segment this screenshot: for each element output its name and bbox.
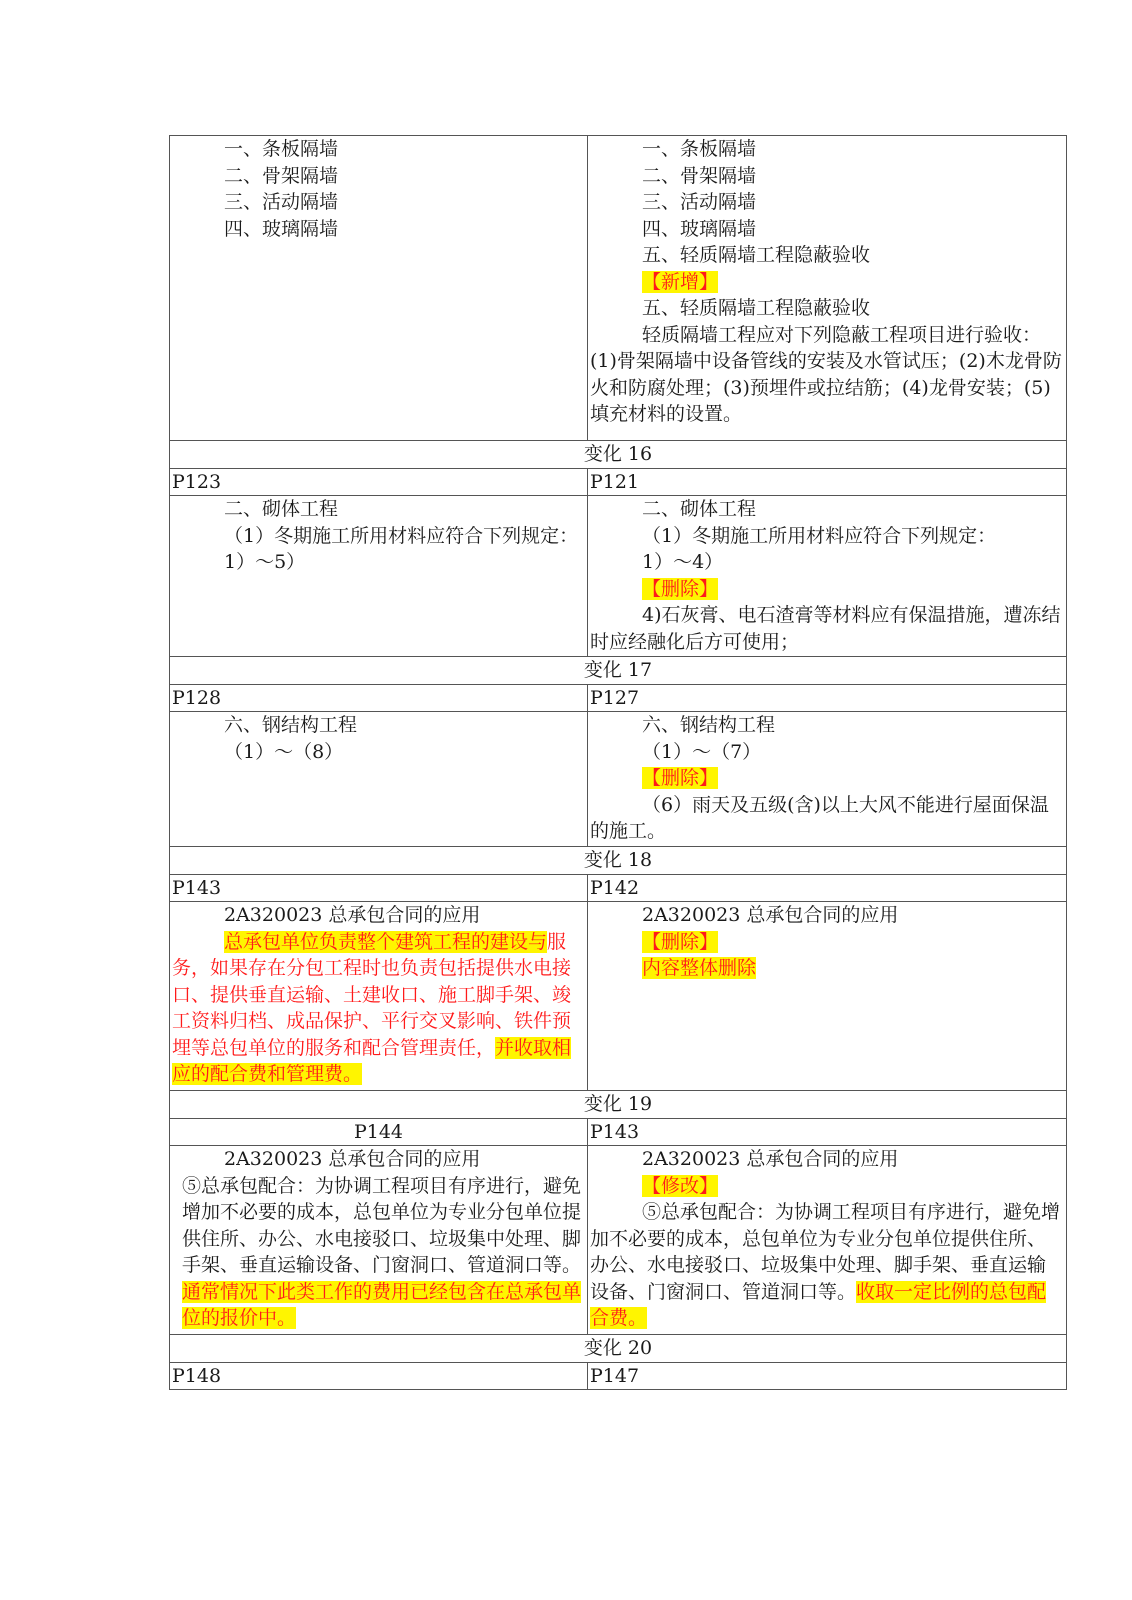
old-content-cell — [170, 496, 588, 657]
old-page-ref: P148 — [172, 1364, 222, 1387]
table-row — [170, 712, 1067, 847]
paragraph-text: ⑤总承包配合：为协调工程项目有序进行，避免增加不必要的成本，总包单位为专业分包单位提供住所、办公、水电接驳口、垃圾集中处理、脚手架、垂直运输设备、门窗洞口、管道洞口等。 — [182, 1174, 582, 1276]
new-content-cell — [588, 496, 1067, 657]
paragraph — [172, 1173, 585, 1332]
table-row — [170, 1146, 1067, 1335]
change-label: 变化 16 — [583, 443, 653, 465]
section-title: 2A320023 总承包合同的应用 — [642, 1148, 899, 1170]
new-page-ref: P147 — [590, 1364, 640, 1387]
old-page-ref: P143 — [172, 876, 222, 899]
section-title: 2A320023 总承包合同的应用 — [224, 904, 481, 926]
new-content-cell — [588, 712, 1067, 847]
section-title: 二、砌体工程 — [642, 498, 757, 520]
paragraph: 轻质隔墙工程应对下列隐蔽工程项目进行验收：(1)骨架隔墙中设备管线的安装及水管试压；(2)木龙骨防火和防腐处理；(3)预埋件或拉结筋；(4)龙骨安装；(5)填充材料的设置。 — [590, 323, 1062, 425]
list-item: 四、玻璃隔墙 — [642, 217, 757, 240]
deleted-tag: 【删除】 — [642, 767, 719, 789]
page-ref-row — [170, 684, 1067, 712]
paragraph: （1）冬期施工所用材料应符合下列规定： — [642, 524, 997, 547]
list-item: 四、玻璃隔墙 — [224, 217, 339, 240]
paragraph-text: ⑤总承包配合：为协调工程项目有序进行，避免增加不必要的成本，总包单位为专业分包单位提供住所、办公、水电接驳口、垃圾集中处理、脚手架、垂直运输设备、门窗洞口、管道洞口等。 — [590, 1201, 1061, 1303]
page-ref-row — [170, 468, 1067, 496]
paragraph: （1）冬期施工所用材料应符合下列规定： 1）～5） — [224, 524, 585, 573]
change-label: 变化 18 — [583, 849, 653, 871]
old-page-ref: P144 — [353, 1120, 404, 1143]
table-row — [170, 902, 1067, 1091]
section-title: 2A320023 总承包合同的应用 — [642, 904, 899, 926]
section-title: 二、砌体工程 — [224, 498, 339, 520]
list-item: 一、条板隔墙 — [642, 138, 757, 160]
paragraph — [172, 929, 585, 1088]
new-page-ref: P143 — [590, 1120, 640, 1143]
list-item: 一、条板隔墙 — [224, 138, 339, 160]
deleted-note: 内容整体删除 — [642, 957, 757, 979]
paragraph: （1）～（8） — [224, 740, 344, 763]
old-content-cell — [170, 902, 588, 1091]
new-content-cell — [588, 902, 1067, 1091]
new-page-ref: P127 — [590, 686, 640, 709]
list-item: 三、活动隔墙 — [642, 191, 757, 213]
change-label-row — [170, 1335, 1067, 1363]
new-content-cell — [588, 1146, 1067, 1335]
deleted-tag: 【删除】 — [642, 930, 719, 953]
old-content-cell — [170, 136, 588, 441]
change-label: 变化 20 — [583, 1337, 653, 1359]
highlighted-text: 总承包单位负责整个建筑工程的建设与 — [224, 930, 548, 953]
modified-tag: 【修改】 — [642, 1174, 719, 1197]
page-ref-row — [170, 1118, 1067, 1146]
paragraph: 4)石灰膏、电石渣膏等材料应有保温措施，遭冻结时应经融化后方可使用； — [590, 604, 1061, 653]
section-title: 2A320023 总承包合同的应用 — [224, 1148, 481, 1170]
deleted-tag: 【删除】 — [642, 577, 719, 600]
table-row — [170, 136, 1067, 441]
change-label-row — [170, 847, 1067, 875]
highlighted-text: 收取一定比例的总包配合费。 — [590, 1280, 1047, 1329]
list-item: 五、轻质隔墙工程隐蔽验收 — [642, 244, 871, 266]
old-page-ref: P128 — [172, 686, 222, 709]
new-page-ref: P142 — [590, 876, 640, 899]
paragraph: （1）～（7） — [642, 740, 762, 763]
highlighted-text: 并收取相应的配合费和管理费。 — [172, 1036, 572, 1085]
new-content-cell — [588, 136, 1067, 441]
section-title: 五、轻质隔墙工程隐蔽验收 — [642, 297, 871, 319]
change-label-row — [170, 1091, 1067, 1119]
change-label: 变化 17 — [583, 659, 653, 681]
list-item: 二、骨架隔墙 — [224, 164, 339, 187]
change-label-row — [170, 441, 1067, 469]
page-ref-row — [170, 874, 1067, 902]
list-item: 二、骨架隔墙 — [642, 164, 757, 187]
deleted-text: 服务，如果存在分包工程时也负责包括提供水电接口、提供垂直运输、土建收口、施工脚手架、竣工资料归档、成品保护、平行交叉影响、铁件预埋等总包单位的服务和配合管理责任， — [172, 930, 572, 1059]
comparison-table — [169, 135, 1067, 1390]
old-page-ref: P123 — [172, 470, 222, 493]
added-tag: 【新增】 — [642, 270, 719, 293]
paragraph: 1）～4） — [642, 551, 724, 573]
highlighted-text: 通常情况下此类工作的费用已经包含在总承包单位的报价中。 — [182, 1280, 582, 1329]
old-content-cell — [170, 712, 588, 847]
new-page-ref: P121 — [590, 470, 640, 493]
paragraph — [590, 1199, 1064, 1332]
paragraph: （6）雨天及五级(含)以上大风不能进行屋面保温的施工。 — [590, 793, 1049, 842]
table-row — [170, 496, 1067, 657]
section-title: 六、钢结构工程 — [224, 714, 358, 736]
change-label: 变化 19 — [583, 1093, 653, 1115]
old-content-cell — [170, 1146, 588, 1335]
page-ref-row — [170, 1362, 1067, 1390]
change-label-row — [170, 657, 1067, 685]
section-title: 六、钢结构工程 — [642, 714, 776, 736]
list-item: 三、活动隔墙 — [224, 191, 339, 213]
